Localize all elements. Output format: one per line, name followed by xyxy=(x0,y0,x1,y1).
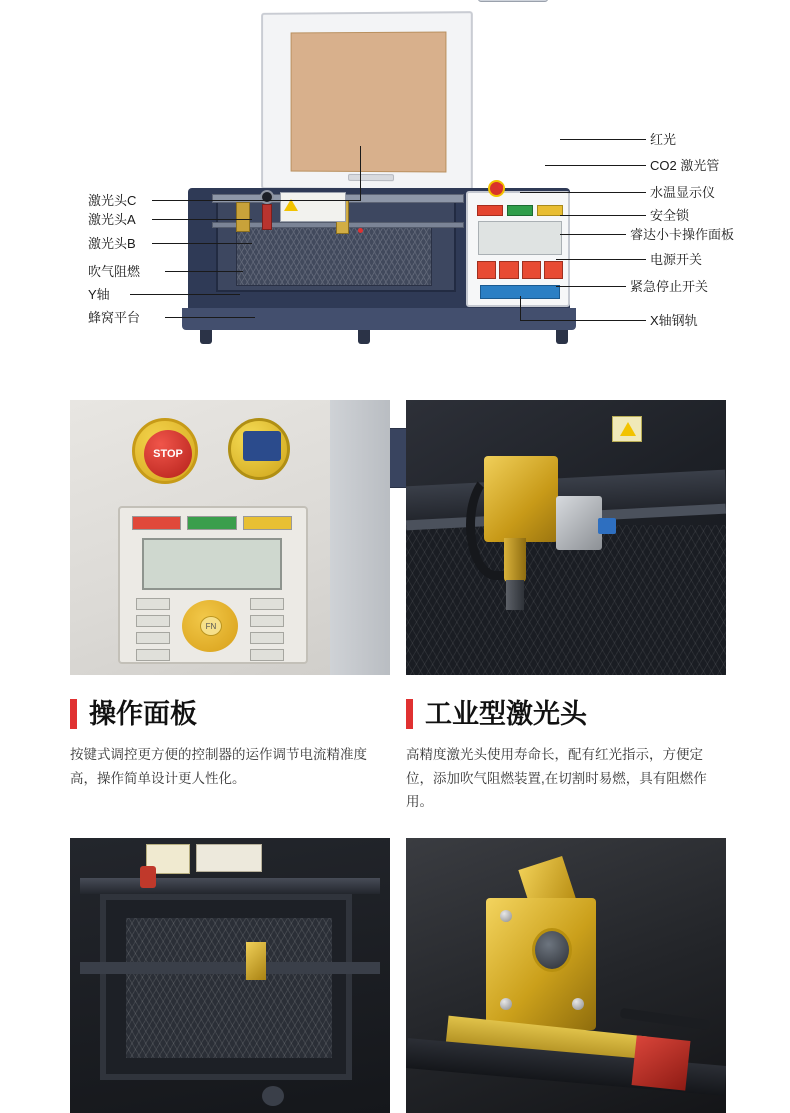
caption-body: 按键式调控更方便的控制器的运作调节电流精准度高，操作简单设计更人性化。 xyxy=(70,747,367,786)
info-sticker xyxy=(196,844,262,872)
mirror-mount-body xyxy=(486,898,596,1030)
machine-base xyxy=(182,308,576,330)
clamp-block xyxy=(556,496,602,550)
laser-head-b-shape xyxy=(262,204,272,230)
label-laser-head-a: 激光头A xyxy=(88,212,136,227)
machine-foot xyxy=(358,330,370,344)
label-power-switch: 电源开关 xyxy=(650,252,703,267)
panel-btn-red xyxy=(477,205,503,216)
console-keys-left[interactable] xyxy=(136,598,170,661)
machine-foot xyxy=(556,330,568,344)
blue-fitting xyxy=(598,518,616,534)
leader-line xyxy=(165,271,243,272)
laser-machine-illustration xyxy=(178,10,598,360)
panel-key xyxy=(477,261,496,279)
leader-line xyxy=(520,296,521,321)
bed-frame xyxy=(100,894,352,1080)
console-dpad[interactable] xyxy=(182,600,238,652)
leader-line xyxy=(556,259,646,260)
laser-nozzle xyxy=(504,538,526,582)
leader-line xyxy=(560,139,646,140)
warning-sticker xyxy=(612,416,642,442)
warning-label xyxy=(280,192,346,222)
screw-icon xyxy=(500,910,512,922)
photo-control-panel xyxy=(70,400,390,675)
leader-dot xyxy=(498,184,503,189)
leader-line xyxy=(165,317,255,318)
label-y-axis: Y轴 xyxy=(88,287,110,302)
screw-icon xyxy=(572,998,584,1010)
warning-triangle-icon xyxy=(620,422,636,436)
label-emergency-stop: 紧急停止开关 xyxy=(630,279,709,294)
red-terminal-block xyxy=(632,1035,691,1090)
feature-grid xyxy=(0,400,790,1113)
laser-head-a-shape xyxy=(236,202,250,232)
feature-row-1 xyxy=(0,400,790,814)
label-honeycomb-table: 蜂窝平台 xyxy=(88,310,141,325)
console-key[interactable] xyxy=(250,649,284,661)
gantry-beam-lower xyxy=(80,962,380,974)
label-laser-head-c: 激光头C xyxy=(88,193,137,208)
laser-head-shape xyxy=(246,942,266,980)
label-x-axis-rail: X轴钢轨 xyxy=(650,313,698,328)
emergency-stop-button[interactable] xyxy=(132,418,198,484)
feature-cell-laser-head xyxy=(406,400,726,814)
label-laser-head-b: 激光头B xyxy=(88,236,136,251)
caption-header-control-panel xyxy=(70,699,390,729)
leader-line xyxy=(556,286,626,287)
honeycomb-surface xyxy=(126,918,332,1058)
machine-body xyxy=(188,188,570,310)
leader-line xyxy=(152,200,360,201)
panel-button-row xyxy=(477,205,563,216)
leader-line xyxy=(520,192,646,193)
console-keys-right[interactable] xyxy=(250,598,284,661)
mirror-aperture xyxy=(532,928,572,972)
wall-edge xyxy=(330,400,390,675)
lid-handle xyxy=(348,174,394,181)
console-indicator-row xyxy=(132,516,292,530)
leader-line xyxy=(360,146,361,201)
feature-cell-gold-mount xyxy=(406,838,726,1113)
panel-btn-green xyxy=(507,205,533,216)
leader-line xyxy=(152,219,252,220)
caption-title: 操作面板 xyxy=(89,698,197,729)
label-safety-lock: 安全锁 xyxy=(650,208,690,223)
controller-console xyxy=(118,506,308,664)
honeycomb-table-shape xyxy=(236,224,432,286)
console-key[interactable] xyxy=(250,615,284,627)
caption-header-laser-head xyxy=(406,699,726,729)
caption-body: 高精度激光头使用寿命长，配有红光指示，方便定位，添加吹气阻燃装置,在切割时易燃，具有阻燃作用。 xyxy=(406,747,707,810)
console-key[interactable] xyxy=(136,649,170,661)
leader-line xyxy=(545,165,646,166)
leader-dot xyxy=(358,228,363,233)
label-co2-laser-tube: CO2 激光管 xyxy=(650,158,720,173)
console-key[interactable] xyxy=(250,598,284,610)
accent-bar xyxy=(70,699,77,729)
product-diagram xyxy=(0,0,790,395)
console-key[interactable] xyxy=(136,598,170,610)
panel-key xyxy=(544,261,563,279)
panel-lcd xyxy=(478,221,562,255)
screw-icon xyxy=(500,998,512,1010)
accent-bar xyxy=(406,699,413,729)
label-air-assist: 吹气阻燃 xyxy=(88,264,141,279)
indicator-green xyxy=(187,516,236,530)
lid-window xyxy=(291,32,447,173)
photo-gold-mount xyxy=(406,838,726,1113)
panel-key xyxy=(499,261,518,279)
console-key[interactable] xyxy=(250,632,284,644)
machine-foot xyxy=(200,330,212,344)
photo-work-bed xyxy=(70,838,390,1113)
ruida-control-panel-shape xyxy=(466,191,570,307)
label-water-temp-meter: 水温显示仪 xyxy=(650,185,716,200)
leader-line xyxy=(520,320,646,321)
leader-line xyxy=(560,234,626,235)
indicator-red xyxy=(132,516,181,530)
laser-nozzle-tip xyxy=(506,580,524,610)
console-key[interactable] xyxy=(136,615,170,627)
caption-title: 工业型激光头 xyxy=(425,698,587,729)
leader-line xyxy=(152,243,252,244)
panel-key xyxy=(522,261,541,279)
label-ruida-panel: 睿达小卡操作面板 xyxy=(630,227,735,242)
key-slot-icon xyxy=(243,431,281,461)
console-enter-key[interactable]: FN xyxy=(200,616,222,636)
leader-line xyxy=(560,215,646,216)
leader-line xyxy=(130,294,240,295)
feature-cell-work-bed xyxy=(70,838,390,1113)
feature-row-2 xyxy=(0,838,790,1113)
console-key[interactable] xyxy=(136,632,170,644)
feature-cell-control-panel xyxy=(70,400,390,814)
gantry-beam xyxy=(80,878,380,894)
panel-key-row xyxy=(477,261,563,279)
console-lcd xyxy=(142,538,282,590)
knob-icon xyxy=(260,190,274,204)
wire-bundle xyxy=(620,1008,711,1030)
safety-key-lock[interactable] xyxy=(228,418,290,480)
machine-lid xyxy=(261,11,473,191)
photo-laser-head xyxy=(406,400,726,675)
co2-laser-tube-shape xyxy=(478,0,548,2)
label-red-light: 红光 xyxy=(650,132,677,147)
red-component xyxy=(140,866,156,888)
knob-icon xyxy=(262,1086,284,1106)
emergency-stop-label: STOP xyxy=(144,430,192,478)
indicator-yellow xyxy=(243,516,292,530)
emergency-stop-shape xyxy=(488,180,505,197)
